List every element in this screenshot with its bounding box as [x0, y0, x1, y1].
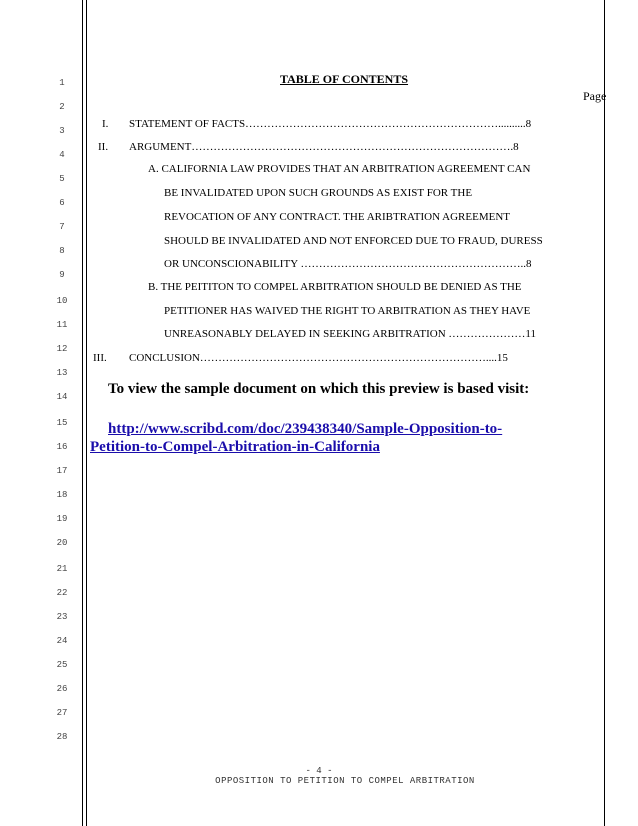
toc-subentry-b-line3: UNREASONABLY DELAYED IN SEEKING ARBITRATION …………………11 [164, 328, 536, 340]
left-margin-line-outer [82, 0, 83, 826]
right-margin-line [604, 0, 605, 826]
line-number: 9 [59, 270, 65, 280]
toc-title: TABLE OF CONTENTS [280, 72, 409, 86]
line-number: 11 [56, 320, 68, 330]
page-column-label: Page [583, 89, 607, 103]
line-number: 27 [56, 708, 68, 718]
toc-numeral-i: I. [102, 118, 109, 130]
preview-notice-text: To view the sample document on which this preview is based visit: [108, 381, 530, 397]
toc-subentry-b-line2: PETITIONER HAS WAIVED THE RIGHT TO ARBITRATION AS THEY HAVE [164, 305, 531, 317]
line-number: 6 [59, 198, 65, 208]
toc-entry-argument: ARGUMENT…………………………………………………………………………….8 [129, 141, 519, 153]
toc-numeral-ii: II. [98, 141, 109, 153]
footer-document-title: OPPOSITION TO PETITION TO COMPEL ARBITRATION [215, 776, 475, 786]
toc-subentry-a-line2: BE INVALIDATED UPON SUCH GROUNDS AS EXIST FOR THE [164, 187, 473, 199]
sample-document-link-line1[interactable]: http://www.scribd.com/doc/239438340/Sample-Opposition-to- [108, 421, 503, 437]
toc-entry-statement-of-facts: STATEMENT OF FACTS……………………………………………………………..........8 [129, 118, 532, 130]
line-number: 28 [56, 732, 68, 742]
line-number: 10 [56, 296, 68, 306]
line-number: 25 [56, 660, 68, 670]
line-number: 20 [56, 538, 68, 548]
line-number: 3 [59, 126, 65, 136]
line-number: 5 [59, 174, 65, 184]
toc-subentry-a-line1: A. CALIFORNIA LAW PROVIDES THAT AN ARBITRATION AGREEMENT CAN [148, 163, 531, 175]
line-number: 23 [56, 612, 68, 622]
line-number: 22 [56, 588, 68, 598]
toc-numeral-iii: III. [93, 352, 107, 364]
line-number: 7 [59, 222, 65, 232]
toc-subentry-a-line5: OR UNCONSCIONABILITY ……………………………………………………..8 [164, 258, 532, 270]
line-number: 18 [56, 490, 68, 500]
toc-entry-conclusion: CONCLUSION……………………………………………………………………....15 [129, 352, 508, 364]
line-number: 16 [56, 442, 68, 452]
line-number: 14 [56, 392, 68, 402]
line-number: 26 [56, 684, 68, 694]
line-number: 1 [59, 78, 65, 88]
line-number: 19 [56, 514, 68, 524]
line-number: 13 [56, 368, 68, 378]
line-number: 15 [56, 418, 68, 428]
left-margin-line-inner [86, 0, 87, 826]
toc-subentry-a-line3: REVOCATION OF ANY CONTRACT. THE ARIBTRATION AGREEMENT [164, 211, 510, 223]
line-number: 8 [59, 246, 65, 256]
toc-subentry-a-line4: SHOULD BE INVALIDATED AND NOT ENFORCED DUE TO FRAUD, DURESS [164, 235, 543, 247]
toc-subentry-b-line1: B. THE PEITITON TO COMPEL ARBITRATION SHOULD BE DENIED AS THE [148, 281, 522, 293]
line-number: 4 [59, 150, 65, 160]
line-number: 24 [56, 636, 68, 646]
sample-document-link-line2[interactable]: Petition-to-Compel-Arbitration-in-California [90, 439, 380, 455]
line-number: 17 [56, 466, 68, 476]
line-number: 21 [56, 564, 68, 574]
line-number: 12 [56, 344, 68, 354]
line-number: 2 [59, 102, 65, 112]
footer-page-number: - 4 - [305, 766, 333, 776]
